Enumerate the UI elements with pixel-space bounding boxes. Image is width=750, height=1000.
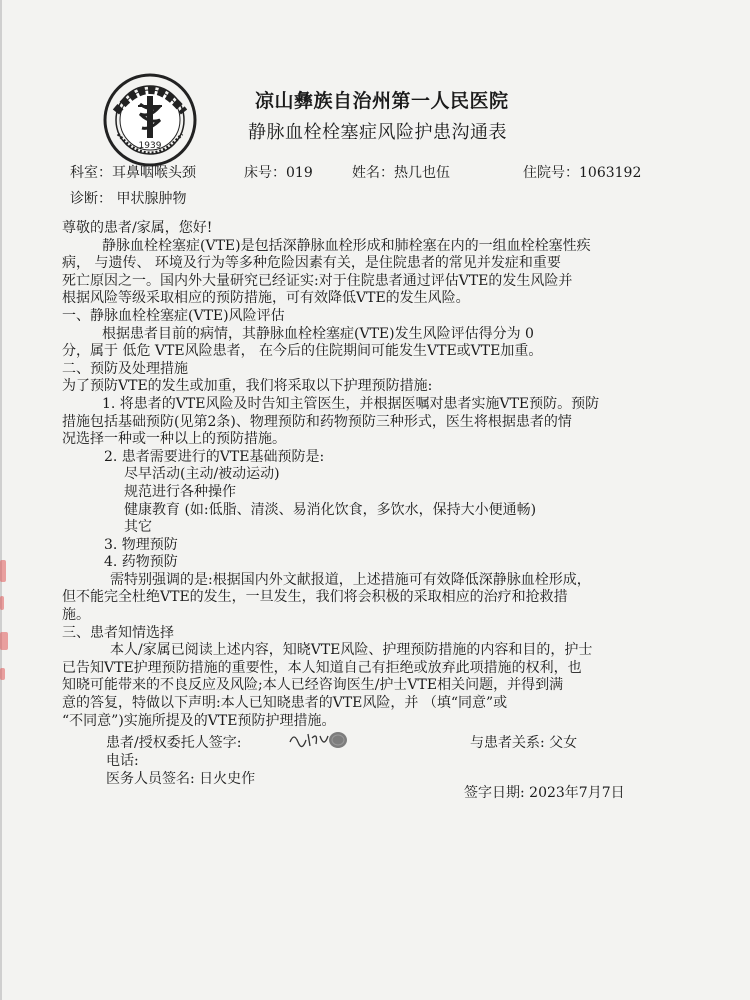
intro-line: 死亡原因之一。国内外大量研究已经证实:对于住院患者通过评估VTE的发生风险并 xyxy=(62,272,573,289)
handwritten-signature xyxy=(288,728,350,752)
basic-prevention-item: 尽早活动(主动/被动运动) xyxy=(124,466,280,483)
diagnosis-field: 诊断： 甲状腺肿物 xyxy=(70,191,187,207)
stamp-edge-mark xyxy=(0,560,6,582)
measure-item-1: 措施包括基础预防(见第2条)、物理预防和药物预防三种形式，医生将根据患者的情 xyxy=(62,413,572,430)
measure-item-4: 4. 药物预防 xyxy=(104,554,178,571)
stamp-edge-mark xyxy=(0,668,5,680)
risk-assessment-line: 分，属于 低危 VTE风险患者， 在今后的住院期间可能发生VTE或VTE加重。 xyxy=(62,343,543,360)
greeting: 尊敬的患者/家属，您好! xyxy=(62,220,213,236)
consent-line: 意的答复，特做以下声明:本人已知晓患者的VTE风险，并 （填“同意”或 xyxy=(62,695,508,712)
phone-field: 电话: xyxy=(106,753,139,769)
staff-signature-field: 医务人员签名: 日火史作 xyxy=(106,771,256,787)
consent-line: “不同意”)实施所提及的VTE预防护理措施。 xyxy=(62,712,336,729)
seal-year: 1939 xyxy=(138,141,162,151)
consent-line: 已告知VTE护理预防措施的重要性，本人知道自己有拒绝或放弃此项措施的权利，也 xyxy=(62,659,582,676)
consent-line: 本人/家属已阅读上述内容，知晓VTE风险、护理预防措施的内容和目的，护士 xyxy=(110,642,593,659)
hospital-name: 凉山彝族自治州第一人民医院 xyxy=(255,90,509,112)
department-field: 科室：耳鼻咽喉头颈 xyxy=(70,165,196,181)
basic-prevention-item: 其它 xyxy=(124,519,152,536)
admission-number-field: 住院号：1063192 xyxy=(523,165,642,181)
measure-item-1: 1. 将患者的VTE风险及时告知主管医生，并根据医嘱对患者实施VTE预防。预防 xyxy=(102,395,600,412)
emphasis-line: 需特别强调的是:根据国内外文献报道，上述措施可有效降低深静脉血栓形成， xyxy=(110,571,591,588)
risk-assessment-line: 根据患者目前的病情，其静脉血栓栓塞症(VTE)发生风险评估得分为 0 xyxy=(102,325,534,342)
consent-line: 知晓可能带来的不良反应及风险;本人已经咨询医生/护士VTE相关问题，并得到满 xyxy=(62,677,564,694)
basic-prevention-item: 健康教育 (如:低脂、清淡、易消化饮食，多饮水，保持大小便通畅) xyxy=(124,501,537,518)
patient-name-field: 姓名：热几也伍 xyxy=(352,165,450,181)
measure-item-3: 3. 物理预防 xyxy=(104,536,178,553)
section-2-intro: 为了预防VTE的发生或加重，我们将采取以下护理预防措施: xyxy=(62,378,433,395)
document-body xyxy=(62,220,674,730)
emphasis-line: 施。 xyxy=(62,607,90,624)
intro-line: 根据风险等级采取相应的预防措施，可有效降低VTE的发生风险。 xyxy=(62,290,470,307)
emphasis-line: 但不能完全杜绝VTE的发生，一旦发生，我们将会积极的采取相应的治疗和抢救措 xyxy=(62,589,568,606)
form-title: 静脉血栓栓塞症风险护患沟通表 xyxy=(248,122,507,143)
stamp-edge-mark xyxy=(0,632,8,650)
measure-item-2-title: 2. 患者需要进行的VTE基础预防是: xyxy=(104,448,325,465)
basic-prevention-item: 规范进行各种操作 xyxy=(124,483,236,500)
section-3-title: 三、患者知情选择 xyxy=(62,624,174,641)
bed-number-field: 床号：019 xyxy=(244,165,313,181)
measure-item-1: 况选择一种或一种以上的预防措施。 xyxy=(62,431,286,448)
section-2-title: 二、预防及处理措施 xyxy=(62,360,188,377)
intro-line: 病， 与遗传、 环境及行为等多种危险因素有关，是住院患者的常见并发症和重要 xyxy=(62,255,561,272)
relation-field: 与患者关系: 父女 xyxy=(470,735,578,751)
hospital-seal-logo xyxy=(102,72,198,168)
patient-signature-label: 患者/授权委托人签字: xyxy=(106,735,242,751)
scan-edge xyxy=(0,0,2,1000)
stamp-edge-mark xyxy=(0,596,4,610)
intro-line: 静脉血栓栓塞症(VTE)是包括深静脉血栓形成和肺栓塞在内的一组血栓栓塞性疾 xyxy=(102,237,591,254)
section-1-title: 一、静脉血栓栓塞症(VTE)风险评估 xyxy=(62,307,285,324)
sign-date-field: 签字日期: 2023年7月7日 xyxy=(464,785,625,801)
